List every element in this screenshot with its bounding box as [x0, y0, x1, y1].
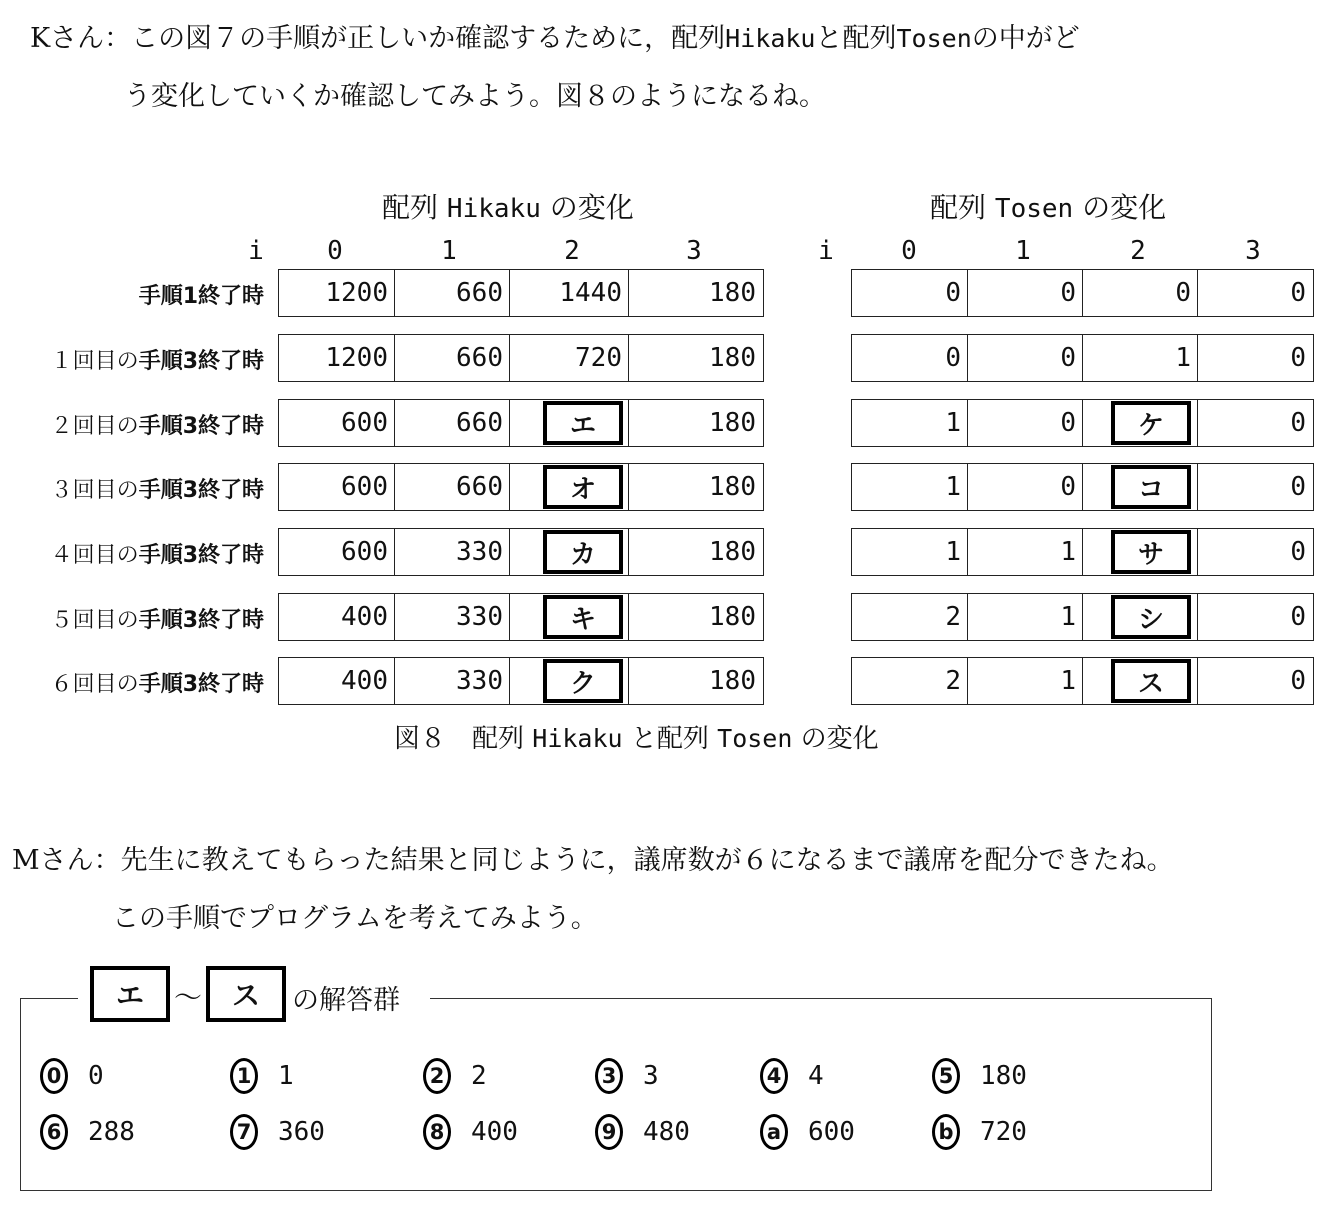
- tosen-index-0: 0: [901, 236, 917, 266]
- tosen-cell: 1: [945, 537, 961, 567]
- tosen-index-label: i: [818, 236, 834, 266]
- answer-blank: カ: [543, 530, 623, 574]
- answer-blank: コ: [1111, 465, 1191, 509]
- hikaku-answer-blank-cell: [509, 529, 628, 575]
- tosen-cell: 0: [967, 335, 1082, 381]
- option-value: 2: [471, 1061, 487, 1091]
- tosen-cell: 0: [1197, 270, 1312, 316]
- hikaku-cell: 180: [628, 464, 762, 510]
- hikaku-index-3: 3: [686, 236, 702, 266]
- tosen-answer-blank-cell: [1082, 529, 1197, 575]
- answer-blank: サ: [1111, 530, 1191, 574]
- option-mark-icon: 0: [40, 1058, 68, 1094]
- option-mark-icon: 5: [932, 1058, 960, 1094]
- hikaku-cell: 720: [509, 335, 628, 381]
- row-label-ordinal: ５回目の: [50, 608, 139, 633]
- option-value: 4: [808, 1061, 824, 1091]
- tosen-cell: 0: [1197, 594, 1312, 640]
- hikaku-cell: 400: [341, 666, 388, 696]
- option-mark-icon: 3: [595, 1058, 623, 1094]
- tosen-index-1: 1: [1015, 236, 1031, 266]
- option-mark-icon: 9: [595, 1114, 623, 1150]
- option-mark-icon: 8: [423, 1114, 451, 1150]
- option-value: 3: [643, 1061, 659, 1091]
- row-label: [51, 473, 264, 504]
- row-label-step: 手順3終了時: [138, 608, 264, 633]
- row-label-step: 手順3終了時: [138, 672, 264, 697]
- answer-option: [932, 1112, 1027, 1152]
- answer-blank: ス: [1111, 659, 1191, 703]
- tosen-array-row: [851, 463, 1314, 511]
- tosen-array-row: [851, 528, 1314, 576]
- answer-blank: エ: [543, 401, 623, 445]
- answer-option: [932, 1056, 1027, 1096]
- legend-title: の解答群: [292, 985, 400, 1016]
- tosen-cell: 0: [945, 278, 961, 308]
- tosen-cell: 0: [945, 343, 961, 373]
- hikaku-answer-blank-cell: [509, 464, 628, 510]
- answer-blank: ケ: [1111, 401, 1191, 445]
- option-value: 480: [643, 1117, 690, 1147]
- dialog-k-line2: う変化していくか確認してみよう。図８のようになるね。: [124, 81, 826, 112]
- hikaku-cell: 1440: [509, 270, 628, 316]
- option-value: 400: [471, 1117, 518, 1147]
- row-label: [51, 409, 264, 440]
- hikaku-array-row: [278, 399, 764, 447]
- option-mark-icon: 6: [40, 1114, 68, 1150]
- tosen-index-2: 2: [1130, 236, 1146, 266]
- tosen-array-row: [851, 334, 1314, 382]
- tosen-answer-blank-cell: [1082, 400, 1197, 446]
- tosen-answer-blank-cell: [1082, 464, 1197, 510]
- answer-option: [230, 1056, 294, 1096]
- hikaku-cell: 660: [394, 335, 509, 381]
- legend-tilde: ～: [174, 981, 203, 1014]
- tosen-array-row: [851, 399, 1314, 447]
- hikaku-answer-blank-cell: [509, 658, 628, 704]
- option-mark-icon: 2: [423, 1058, 451, 1094]
- tosen-cell: 0: [1197, 464, 1312, 510]
- hikaku-cell: 660: [394, 464, 509, 510]
- legend-blank-to: ス: [206, 966, 286, 1022]
- tosen-cell: 0: [967, 464, 1082, 510]
- answer-blank: シ: [1111, 595, 1191, 639]
- row-label-step: 手順3終了時: [138, 478, 264, 503]
- answer-option: [40, 1056, 104, 1096]
- option-value: 0: [88, 1061, 104, 1091]
- tosen-cell: 0: [1197, 400, 1312, 446]
- tosen-cell: 0: [1197, 658, 1312, 704]
- answer-blank: オ: [543, 465, 623, 509]
- hikaku-array-row: [278, 463, 764, 511]
- hikaku-array-row: [278, 528, 764, 576]
- tosen-cell: 2: [945, 602, 961, 632]
- option-mark-icon: b: [932, 1114, 960, 1150]
- hikaku-index-0: 0: [327, 236, 343, 266]
- answer-option: [595, 1112, 690, 1152]
- option-mark-icon: 7: [230, 1114, 258, 1150]
- tosen-cell: 1: [967, 658, 1082, 704]
- answer-option: [760, 1056, 824, 1096]
- row-label: [51, 667, 264, 698]
- row-label-step: 手順1終了時: [138, 284, 264, 309]
- row-label-ordinal: ４回目の: [50, 543, 139, 568]
- tosen-array-row: [851, 269, 1314, 317]
- hikaku-array-row: [278, 657, 764, 705]
- row-label-ordinal: ６回目の: [50, 672, 139, 697]
- tosen-index-3: 3: [1245, 236, 1261, 266]
- tosen-cell: 1: [967, 529, 1082, 575]
- answer-option: [760, 1112, 855, 1152]
- row-label: [51, 344, 264, 375]
- hikaku-title: 配列 Hikaku の変化: [382, 191, 634, 224]
- answer-blank: ク: [543, 659, 623, 703]
- legend-blank-from: エ: [90, 966, 170, 1022]
- option-mark-icon: 4: [760, 1058, 788, 1094]
- hikaku-cell: 400: [341, 602, 388, 632]
- answer-option: [423, 1112, 518, 1152]
- hikaku-cell: 180: [628, 335, 762, 381]
- hikaku-index-2: 2: [564, 236, 580, 266]
- hikaku-cell: 600: [341, 408, 388, 438]
- tosen-cell: 0: [1197, 335, 1312, 381]
- option-mark-icon: 1: [230, 1058, 258, 1094]
- tosen-cell: 2: [945, 666, 961, 696]
- option-mark-icon: a: [760, 1114, 788, 1150]
- tosen-cell: 0: [1082, 270, 1197, 316]
- tosen-answer-blank-cell: [1082, 658, 1197, 704]
- tosen-array-row: [851, 593, 1314, 641]
- answer-option: [40, 1112, 135, 1152]
- hikaku-cell: 1200: [325, 343, 388, 373]
- option-value: 360: [278, 1117, 325, 1147]
- tosen-cell: 1: [967, 594, 1082, 640]
- row-label-ordinal: ３回目の: [50, 478, 139, 503]
- hikaku-answer-blank-cell: [509, 594, 628, 640]
- tosen-array-row: [851, 657, 1314, 705]
- option-value: 720: [980, 1117, 1027, 1147]
- tosen-answer-blank-cell: [1082, 594, 1197, 640]
- hikaku-cell: 330: [394, 529, 509, 575]
- dialog-m-line2: この手順でプログラムを考えてみよう。: [112, 903, 598, 934]
- hikaku-cell: 180: [628, 529, 762, 575]
- hikaku-index-label: i: [248, 236, 264, 266]
- hikaku-cell: 600: [341, 472, 388, 502]
- hikaku-cell: 180: [628, 400, 762, 446]
- row-label-step: 手順3終了時: [138, 543, 264, 568]
- tosen-cell: 0: [1197, 529, 1312, 575]
- row-label: [139, 279, 264, 310]
- option-value: 288: [88, 1117, 135, 1147]
- tosen-cell: 0: [967, 270, 1082, 316]
- answer-option: [423, 1056, 487, 1096]
- figure-caption: 図８ 配列 Hikaku と配列 Tosen の変化: [394, 724, 879, 754]
- tosen-cell: 0: [967, 400, 1082, 446]
- dialog-m-line1: Mさん：先生に教えてもらった結果と同じように，議席数が６になるまで議席を配分できたね。: [12, 845, 1174, 876]
- hikaku-cell: 660: [394, 270, 509, 316]
- hikaku-index-1: 1: [441, 236, 457, 266]
- tosen-title: 配列 Tosen の変化: [930, 191, 1167, 224]
- option-value: 180: [980, 1061, 1027, 1091]
- row-label-step: 手順3終了時: [138, 349, 264, 374]
- hikaku-cell: 180: [628, 658, 762, 704]
- hikaku-cell: 600: [341, 537, 388, 567]
- row-label-ordinal: １回目の: [50, 349, 139, 374]
- hikaku-answer-blank-cell: [509, 400, 628, 446]
- hikaku-cell: 660: [394, 400, 509, 446]
- answer-option: [230, 1112, 325, 1152]
- option-value: 600: [808, 1117, 855, 1147]
- hikaku-cell: 180: [628, 270, 762, 316]
- hikaku-cell: 330: [394, 594, 509, 640]
- tosen-cell: 1: [945, 472, 961, 502]
- row-label: [51, 603, 264, 634]
- row-label-step: 手順3終了時: [138, 414, 264, 439]
- hikaku-array-row: [278, 269, 764, 317]
- hikaku-cell: 330: [394, 658, 509, 704]
- hikaku-cell: 1200: [325, 278, 388, 308]
- dialog-k-line1: Kさん：この図７の手順が正しいか確認するために，配列Hikakuと配列Tosenの中がど: [30, 23, 1080, 54]
- tosen-cell: 1: [945, 408, 961, 438]
- hikaku-array-row: [278, 334, 764, 382]
- hikaku-cell: 180: [628, 594, 762, 640]
- tosen-cell: 1: [1082, 335, 1197, 381]
- option-value: 1: [278, 1061, 294, 1091]
- row-label-ordinal: ２回目の: [50, 414, 139, 439]
- answer-blank: キ: [543, 595, 623, 639]
- answer-option: [595, 1056, 659, 1096]
- hikaku-array-row: [278, 593, 764, 641]
- row-label: [51, 538, 264, 569]
